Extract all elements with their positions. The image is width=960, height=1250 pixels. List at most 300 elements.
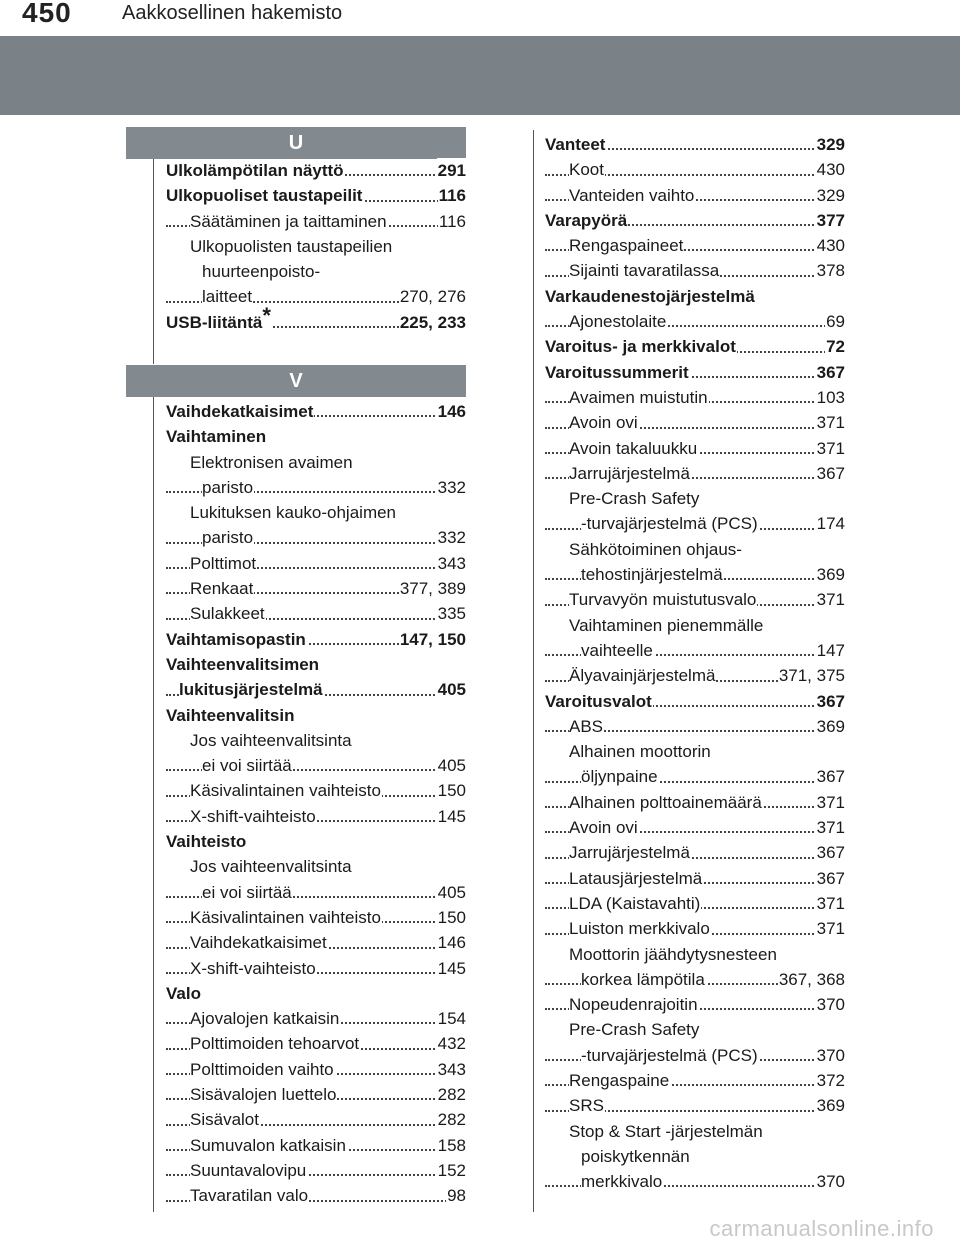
entry-term xyxy=(569,1020,700,1039)
index-entry xyxy=(545,360,845,385)
entry-term-text: Rengaspaineet xyxy=(569,236,684,256)
entry-page: 367 xyxy=(816,764,845,789)
entry-term xyxy=(569,388,709,407)
index-entry xyxy=(166,1107,466,1132)
index-entry xyxy=(166,1158,466,1183)
entry-term-text: Vanteiden vaihto xyxy=(569,185,695,205)
index-entry xyxy=(545,689,845,714)
entry-page: 367 xyxy=(816,360,845,385)
entry-term xyxy=(569,894,701,913)
index-entry xyxy=(545,739,845,764)
index-entry xyxy=(545,1017,845,1042)
entry-term xyxy=(166,402,314,421)
index-entry xyxy=(545,613,845,638)
index-entry xyxy=(166,450,466,475)
entry-term xyxy=(190,807,317,826)
index-entry xyxy=(545,916,845,941)
entry-term-text: öljynpaine xyxy=(581,767,658,787)
index-entry xyxy=(166,753,466,778)
index-entry xyxy=(166,500,466,525)
index-entry xyxy=(166,627,466,652)
entry-term-text: Jos vaihteenvalitsinta xyxy=(190,857,352,877)
entry-term-text: Vaihdekatkaisimet xyxy=(166,402,314,421)
entry-page: 405 xyxy=(437,677,466,702)
entry-term-text: Varkaudenestojärjestelmä xyxy=(545,286,755,306)
entry-page: 146 xyxy=(437,930,466,955)
entry-term-text: Ajonestolaite xyxy=(569,312,667,332)
entry-term-text: Luiston merkkivalo xyxy=(569,919,710,939)
entry-term xyxy=(569,1071,670,1090)
index-entry xyxy=(545,638,845,663)
index-entry xyxy=(545,1093,845,1118)
entry-page: 174 xyxy=(816,511,845,536)
entry-term-text: X-shift-vaihteisto xyxy=(190,806,316,826)
watermark: carmanualsonline.info xyxy=(709,1216,934,1241)
entry-term-text: LDA (Kaistavahti) xyxy=(569,893,701,913)
entry-term-text: Tavaratilan valo xyxy=(190,1186,309,1206)
entry-page: 369 xyxy=(816,1093,845,1118)
entry-term-text: Rengaspaine xyxy=(569,1070,670,1090)
index-entry xyxy=(545,334,845,359)
entry-term xyxy=(166,832,247,851)
index-entry xyxy=(545,587,845,612)
index-entry xyxy=(166,981,466,1006)
entry-term-text: Ulkopuolisten taustapeilien xyxy=(190,236,393,256)
entry-page: 367 xyxy=(816,866,845,891)
entry-term xyxy=(190,908,382,927)
entry-page: 145 xyxy=(437,804,466,829)
index-entry xyxy=(166,234,466,259)
entry-term-text: Stop & Start -järjestelmän xyxy=(569,1121,763,1141)
entry-term xyxy=(569,1122,764,1141)
index-entry xyxy=(166,399,466,424)
footnote-star: * xyxy=(262,303,271,329)
index-entry xyxy=(166,209,466,234)
index-entry xyxy=(545,436,845,461)
entry-term-text: korkea lämpötila xyxy=(581,969,705,989)
index-entry xyxy=(545,891,845,916)
entry-term-text: Latausjärjestelmä xyxy=(569,868,703,888)
entry-term xyxy=(581,1172,663,1191)
entry-term-text: Varoitusvalot xyxy=(545,691,652,711)
entry-term-text: Ulkolämpötilan näyttö xyxy=(166,161,344,180)
index-entry xyxy=(166,551,466,576)
entry-term-text: ei voi siirtää xyxy=(202,756,292,776)
entry-term-text: Renkaat xyxy=(190,579,254,599)
entry-term xyxy=(569,413,639,432)
entry-term xyxy=(545,363,690,382)
entry-term-text: Elektronisen avaimen xyxy=(190,452,353,472)
entry-term-text: Jarrujärjestelmä xyxy=(569,843,690,863)
entry-term xyxy=(569,818,639,837)
index-entry xyxy=(545,714,845,739)
entry-term xyxy=(581,1046,759,1065)
entry-page: 371, 375 xyxy=(778,663,845,688)
entry-term-text: Vanteet xyxy=(545,135,606,154)
index-entry xyxy=(166,183,466,208)
entry-term-text: Vaihteisto xyxy=(166,832,247,852)
index-entry xyxy=(166,703,466,728)
entry-term xyxy=(202,528,254,547)
entry-page: 154 xyxy=(437,1006,466,1031)
index-entry xyxy=(166,677,466,702)
entry-term xyxy=(166,186,363,205)
index-entry xyxy=(166,1031,466,1056)
entry-term-text: Varapyörä xyxy=(545,210,628,230)
entry-term-text: Suuntavalovipu xyxy=(190,1160,307,1180)
entry-page: 69 xyxy=(825,309,845,334)
entry-term-text: Jos vaihteenvalitsinta xyxy=(190,730,352,750)
index-entry xyxy=(166,1133,466,1158)
index-entry xyxy=(545,866,845,891)
index-entry xyxy=(545,1043,845,1068)
entry-term xyxy=(202,287,253,306)
entry-term xyxy=(166,655,320,674)
index-column-u xyxy=(166,158,466,335)
entry-term xyxy=(190,1186,309,1205)
entry-term xyxy=(202,756,293,775)
entry-term-text: Vaihdekatkaisimet xyxy=(190,933,327,953)
entry-page: 405 xyxy=(437,880,466,905)
entry-page: 372 xyxy=(816,1068,845,1093)
entry-page: 343 xyxy=(437,1057,466,1082)
index-entry xyxy=(166,1057,466,1082)
entry-term xyxy=(190,453,354,472)
entry-term-text: Sulakkeet xyxy=(190,604,265,624)
entry-term xyxy=(166,427,267,446)
entry-term xyxy=(569,1096,605,1115)
entry-term xyxy=(202,478,254,497)
index-entry xyxy=(166,880,466,905)
index-entry xyxy=(545,1119,845,1144)
entry-page: 371 xyxy=(816,587,845,612)
entry-page: 146 xyxy=(437,399,466,424)
index-entry xyxy=(545,815,845,840)
index-entry xyxy=(166,601,466,626)
entry-term xyxy=(581,970,706,989)
index-entry xyxy=(166,1006,466,1031)
entry-term xyxy=(569,489,700,508)
entry-term-text: Pre-Crash Safety xyxy=(569,1020,700,1040)
entry-term xyxy=(569,843,691,862)
index-entry xyxy=(166,259,466,284)
entry-term xyxy=(569,616,764,635)
entry-term xyxy=(569,540,743,559)
entry-page: 369 xyxy=(816,714,845,739)
entry-term xyxy=(545,337,737,356)
entry-term xyxy=(569,793,763,812)
entry-term xyxy=(569,160,605,179)
entry-term xyxy=(190,933,328,952)
entry-term xyxy=(569,945,778,964)
entry-term-text: Varoitus- ja merkkivalot xyxy=(545,337,736,357)
entry-term-text: paristo xyxy=(202,528,254,548)
entry-term xyxy=(545,211,628,230)
entry-page: 145 xyxy=(437,956,466,981)
index-entry xyxy=(166,1183,466,1208)
entry-page: 152 xyxy=(437,1158,466,1183)
index-entry xyxy=(545,840,845,865)
entry-page: 98 xyxy=(446,1183,466,1208)
entry-term xyxy=(569,261,720,280)
index-entry xyxy=(545,486,845,511)
entry-term xyxy=(190,1136,347,1155)
entry-term xyxy=(545,692,653,711)
entry-term xyxy=(581,514,759,533)
entry-term-text: huurteenpoisto- xyxy=(202,262,321,282)
entry-page: 103 xyxy=(816,385,845,410)
entry-term xyxy=(569,666,716,685)
index-entry xyxy=(166,854,466,879)
entry-term xyxy=(190,1009,340,1028)
entry-term-text: paristo xyxy=(202,477,254,497)
entry-term-text: Avoin ovi xyxy=(569,818,638,838)
entry-term-text: Polttimoiden vaihto xyxy=(190,1059,334,1079)
entry-page: 150 xyxy=(437,905,466,930)
entry-page: 291 xyxy=(437,158,466,183)
index-entry xyxy=(166,804,466,829)
entry-term-text: lukitusjärjestelmä xyxy=(179,680,323,700)
index-entry xyxy=(545,461,845,486)
entry-term-text: Avaimen muistutin xyxy=(569,387,708,407)
entry-term xyxy=(545,287,756,306)
entry-term-text: laitteet xyxy=(202,287,253,307)
entry-term-text: Sijainti tavaratilassa xyxy=(569,261,720,281)
entry-term xyxy=(569,995,699,1014)
entry-page: 72 xyxy=(825,334,845,359)
index-entry xyxy=(545,1144,845,1169)
index-entry xyxy=(166,284,466,309)
entry-page: 282 xyxy=(437,1107,466,1132)
entry-term xyxy=(190,1034,360,1053)
entry-term xyxy=(190,1060,335,1079)
entry-term xyxy=(190,857,353,876)
entry-page: 377, 389 xyxy=(399,576,466,601)
entry-term-text: Polttimoiden tehoarvot xyxy=(190,1034,360,1054)
index-entry xyxy=(166,525,466,550)
section-header-u: U xyxy=(126,127,466,159)
index-entry xyxy=(166,475,466,500)
entry-term xyxy=(190,731,353,750)
index-entry xyxy=(545,942,845,967)
entry-term xyxy=(179,680,324,699)
entry-page: 370 xyxy=(816,1169,845,1194)
index-entry xyxy=(545,233,845,258)
entry-page: 371 xyxy=(816,916,845,941)
index-entry xyxy=(545,258,845,283)
index-entry xyxy=(545,183,845,208)
entry-term-text: Käsivalintainen vaihteisto xyxy=(190,907,381,927)
index-entry xyxy=(545,385,845,410)
entry-term xyxy=(545,135,606,154)
index-entry xyxy=(545,511,845,536)
entry-page: 370 xyxy=(816,992,845,1017)
entry-term-text: SRS xyxy=(569,1096,604,1116)
entry-term-text: Sähkötoiminen ohjaus- xyxy=(569,539,742,559)
entry-term-text: Sumuvalon katkaisin xyxy=(190,1135,346,1155)
entry-page: 371 xyxy=(816,436,845,461)
entry-page: 332 xyxy=(437,525,466,550)
entry-page: 371 xyxy=(816,891,845,916)
entry-page: 147 xyxy=(816,638,845,663)
entry-term-text: vaihteelle xyxy=(581,640,653,660)
entry-term-text: merkkivalo xyxy=(581,1172,663,1192)
entry-term xyxy=(190,959,317,978)
entry-page: 329 xyxy=(816,183,845,208)
entry-term-text: X-shift-vaihteisto xyxy=(190,958,316,978)
entry-term xyxy=(190,1161,307,1180)
entry-term xyxy=(581,1147,691,1166)
column-divider xyxy=(533,130,534,1212)
entry-page: 371 xyxy=(816,410,845,435)
entry-term-text: USB-liitäntä xyxy=(166,312,263,332)
entry-term-text: Nopeudenrajoitin xyxy=(569,995,698,1015)
entry-page: 147, 150 xyxy=(399,627,466,652)
index-column-right xyxy=(545,132,845,1194)
entry-page: 367 xyxy=(816,689,845,714)
entry-term-text: Ajovalojen katkaisin xyxy=(190,1009,340,1029)
entry-term-text: Säätäminen ja taittaminen xyxy=(190,211,387,231)
entry-term-text: Ulkopuoliset taustapeilit xyxy=(166,186,363,206)
entry-page: 329 xyxy=(816,132,845,157)
entry-page: 367 xyxy=(816,840,845,865)
entry-term-text: Pre-Crash Safety xyxy=(569,489,700,509)
index-entry xyxy=(166,576,466,601)
index-entry xyxy=(545,992,845,1017)
entry-term xyxy=(569,236,684,255)
entry-page: 370 xyxy=(816,1043,845,1068)
entry-term-text: Vaihtamisopastin xyxy=(166,629,306,649)
entry-term xyxy=(569,312,667,331)
index-entry xyxy=(545,1068,845,1093)
entry-term xyxy=(190,1085,337,1104)
entry-term-text: ei voi siirtää xyxy=(202,882,292,902)
entry-term xyxy=(569,869,703,888)
entry-term xyxy=(569,439,698,458)
entry-term-text: Koot xyxy=(569,160,604,180)
entry-term xyxy=(569,590,757,609)
entry-term xyxy=(190,212,388,231)
entry-term-text: Vaihteenvalitsimen xyxy=(166,654,320,674)
index-entry xyxy=(545,790,845,815)
index-entry xyxy=(545,208,845,233)
entry-page: 371 xyxy=(816,815,845,840)
entry-term-text: Sisävalot xyxy=(190,1110,259,1130)
entry-term xyxy=(166,161,345,180)
page-title: Aakkosellinen hakemisto xyxy=(122,2,343,24)
index-entry xyxy=(166,158,466,183)
entry-page: 377 xyxy=(816,208,845,233)
entry-term-text: -turvajärjestelmä (PCS) xyxy=(581,514,758,534)
entry-term-text: Avoin ovi xyxy=(569,413,638,433)
entry-term-text: Jarrujärjestelmä xyxy=(569,463,690,483)
entry-page: 367 xyxy=(816,461,845,486)
page-header xyxy=(0,0,960,30)
entry-page: 367, 368 xyxy=(778,967,845,992)
section-rule-u xyxy=(153,159,154,364)
entry-term-text: Alhainen moottorin xyxy=(569,742,711,762)
entry-term-text: Polttimot xyxy=(190,553,257,573)
index-entry xyxy=(545,410,845,435)
index-entry xyxy=(545,663,845,688)
entry-page: 116 xyxy=(438,209,466,234)
index-entry xyxy=(545,967,845,992)
entry-page: 270, 276 xyxy=(399,284,466,309)
entry-page: 158 xyxy=(437,1133,466,1158)
entry-page: 430 xyxy=(816,157,845,182)
entry-page: 405 xyxy=(437,753,466,778)
index-entry xyxy=(166,728,466,753)
index-entry xyxy=(545,537,845,562)
section-header-v: V xyxy=(126,365,466,397)
entry-term-text: Alhainen polttoainemäärä xyxy=(569,792,762,812)
index-entry xyxy=(545,764,845,789)
entry-term xyxy=(202,262,321,281)
entry-term-text: poiskytkennän xyxy=(581,1146,690,1166)
entry-term xyxy=(569,919,711,938)
entry-term xyxy=(569,186,695,205)
index-entry xyxy=(545,309,845,334)
entry-term-text: Varoitussummerit xyxy=(545,362,689,382)
entry-page: 378 xyxy=(816,258,845,283)
entry-page: 150 xyxy=(437,778,466,803)
entry-page: 369 xyxy=(816,562,845,587)
index-entry xyxy=(545,284,845,309)
index-entry xyxy=(545,1169,845,1194)
entry-term-text: Avoin takaluukku xyxy=(569,438,698,458)
entry-term xyxy=(190,781,382,800)
entry-page: 332 xyxy=(437,475,466,500)
section-rule-v xyxy=(153,397,154,1212)
entry-page: 432 xyxy=(437,1031,466,1056)
entry-term-text: Käsivalintainen vaihteisto xyxy=(190,781,381,801)
entry-term-text: Lukituksen kauko-ohjaimen xyxy=(190,503,397,523)
entry-term xyxy=(569,717,604,736)
entry-term xyxy=(190,604,266,623)
index-entry xyxy=(166,1082,466,1107)
entry-term-text: tehostinjärjestelmä xyxy=(581,565,723,585)
entry-page: 335 xyxy=(437,601,466,626)
entry-term xyxy=(569,742,712,761)
entry-term xyxy=(166,984,202,1003)
index-entry xyxy=(166,829,466,854)
entry-term-text: ABS xyxy=(569,716,604,736)
entry-term xyxy=(190,237,393,256)
entry-term-text: Valo xyxy=(166,983,201,1003)
index-entry xyxy=(166,778,466,803)
header-band xyxy=(0,36,960,115)
entry-term-text: -turvajärjestelmä (PCS) xyxy=(581,1045,758,1065)
entry-term-text: Moottorin jäähdytysnesteen xyxy=(569,944,777,964)
entry-term xyxy=(569,464,691,483)
entry-term xyxy=(581,641,654,660)
entry-term xyxy=(166,303,272,332)
entry-term xyxy=(190,579,254,598)
index-column-v xyxy=(166,399,466,1209)
entry-page: 116 xyxy=(438,183,466,208)
entry-term xyxy=(166,630,307,649)
entry-term xyxy=(190,1110,260,1129)
index-entry xyxy=(166,303,466,335)
page-number: 450 xyxy=(22,0,72,28)
index-entry xyxy=(545,132,845,157)
entry-term-text: Sisävalojen luettelo xyxy=(190,1085,337,1105)
entry-page: 430 xyxy=(816,233,845,258)
entry-term xyxy=(190,554,257,573)
index-entry xyxy=(166,930,466,955)
index-entry xyxy=(545,157,845,182)
index-entry xyxy=(166,956,466,981)
